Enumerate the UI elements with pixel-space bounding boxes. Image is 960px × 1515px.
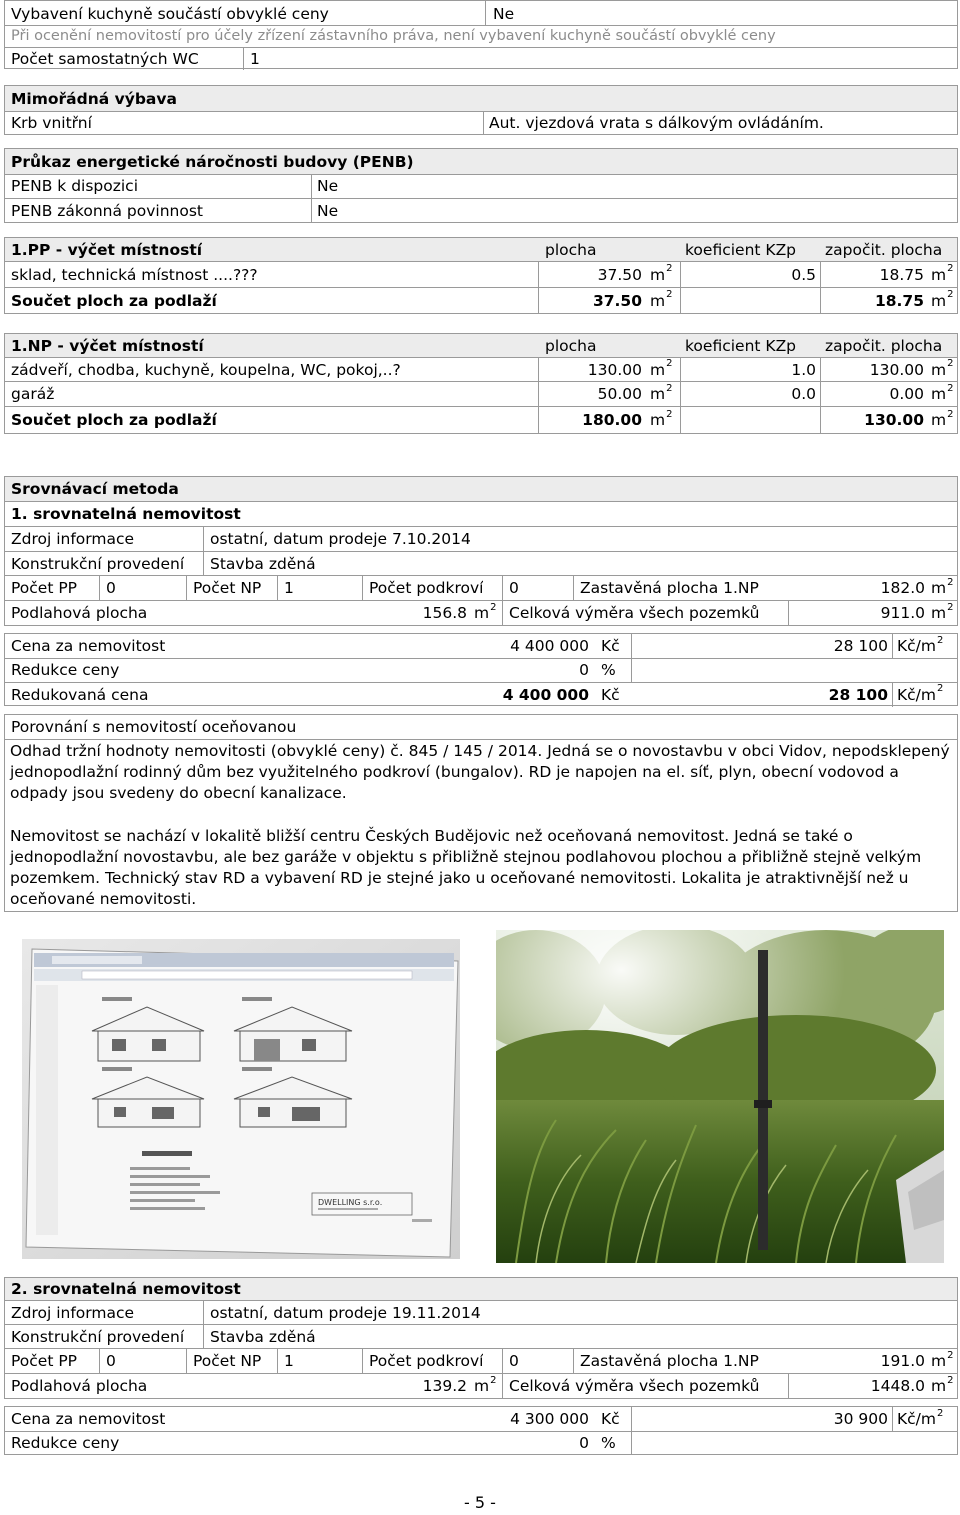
penb-required-value: Ne xyxy=(317,201,339,220)
comp1-paragraph2: Nemovitost se nachází v lokalitě bližší centru Českých Budějovic než oceňovaná nemovitost. Jedná se také o jednopodlažní novostavbu, ale bez garáže v objektu s přibližně stejnou podlahovou plochou a přibližně stejně velkým pozemkem. Technický stav RD a vybavení RD je stejné jako u oceňované nemovitosti. Lokalita je atraktivnější než u oceňované nemovitosti. xyxy=(10,827,922,908)
comp2-price-per-m2: 30 900 xyxy=(833,1410,888,1428)
kitchen-label: Vybavení kuchyně součástí obvyklé ceny xyxy=(11,4,329,23)
comp2-construction-value: Stavba zděná xyxy=(210,1327,316,1346)
comp1-reduction-value: 0 xyxy=(579,661,589,679)
comparison-title: Porovnání s nemovitostí oceňovanou xyxy=(11,718,297,736)
np-title: 1.NP - výčet místností xyxy=(11,336,204,355)
np-row-area: 130.00 xyxy=(587,360,642,379)
comp1-reduced-label: Redukovaná cena xyxy=(11,685,149,704)
np-col-coef: koeficient KZp xyxy=(685,336,797,355)
comp1-paragraph1: Odhad tržní hodnoty nemovitosti (obvyklé ceny) č. 845 / 145 / 2014. Jedná se o novostavbu v obci Vidov, nepodsklepený jednopodlažní rodinný dům bez využitelného podkroví (bungalov). RD je napojen na el. síť, plyn, obecní vodovod a odpady jsou svedeny do obecní kanalizace. xyxy=(10,742,950,802)
comp1-built-label: Zastavěná plocha 1.NP xyxy=(580,579,759,597)
np-col-area: plocha xyxy=(545,336,597,355)
comp2-source-row xyxy=(4,1301,958,1325)
comp2-price-label: Cena za nemovitost xyxy=(11,1410,166,1428)
penb-section xyxy=(4,148,958,223)
comp2-floor-value: 139.2 xyxy=(422,1377,467,1395)
wc-value: 1 xyxy=(250,49,260,68)
comp1-counts-row: Počet PP 0 Počet NP 1 Počet podkroví 0 Zastavěná plocha 1.NP 182.0 m 2 xyxy=(4,576,958,601)
comp1-construction-row xyxy=(4,552,958,576)
method-header xyxy=(4,476,958,502)
wc-label: Počet samostatných WC xyxy=(11,49,199,68)
page-number: - 5 - xyxy=(464,1493,496,1512)
comp1-price-label: Cena za nemovitost xyxy=(11,637,166,655)
np-sum-counted: 130.00 xyxy=(864,411,924,429)
pp-header xyxy=(4,237,958,262)
comp2-pp-value: 0 xyxy=(106,1352,116,1370)
comp2-construction-label: Konstrukční provedení xyxy=(11,1327,185,1346)
comp2-land-value: 1448.0 xyxy=(870,1377,925,1395)
np-row-name: garáž xyxy=(11,385,55,403)
comp2-construction-row xyxy=(4,1325,958,1349)
comp1-land-value: 911.0 xyxy=(880,604,925,622)
comp1-drawing-photo xyxy=(22,939,460,1259)
comp2-built-label: Zastavěná plocha 1.NP xyxy=(580,1352,759,1370)
pp-row-unit: m xyxy=(650,265,666,284)
comp2-counts-row: Počet PP 0 Počet NP 1 Počet podkroví 0 Zastavěná plocha 1.NP 191.0 m 2 xyxy=(4,1349,958,1374)
comp1-land-label: Celková výměra všech pozemků xyxy=(509,604,760,622)
comp1-price-value: 4 400 000 xyxy=(510,637,589,655)
comp2-source-value: ostatní, datum prodeje 19.11.2014 xyxy=(210,1303,481,1322)
comp2-pp-label: Počet PP xyxy=(11,1352,78,1370)
comp2-source-label: Zdroj informace xyxy=(11,1303,135,1322)
method-title: Srovnávací metoda xyxy=(11,480,179,498)
comp2-built-value: 191.0 xyxy=(880,1352,925,1370)
np-row-coef: 1.0 xyxy=(791,360,816,379)
comp1-floor-value: 156.8 xyxy=(422,604,467,622)
comp1-areas-row: Podlahová plocha 156.8 m 2 Celková výměra všech pozemků 911.0 m 2 xyxy=(4,601,958,626)
comp1-floor-label: Podlahová plocha xyxy=(11,604,148,622)
comp2-attic-value: 0 xyxy=(509,1352,519,1370)
table-row: zádveří, chodba, kuchyně, koupelna, WC, pokoj,..? 130.00 m 2 1.0 130.00 m 2 xyxy=(4,358,958,382)
extra-title: Mimořádná výbava xyxy=(5,86,957,111)
comp1-source-label: Zdroj informace xyxy=(11,530,135,548)
comp2-land-label: Celková výměra všech pozemků xyxy=(509,1377,760,1395)
comp1-np-value: 1 xyxy=(284,579,294,597)
pp-col-coef: koeficient KZp xyxy=(685,240,797,259)
comp1-price-per-m2: 28 100 xyxy=(833,637,888,655)
pp-row-name: sklad, technická místnost ....??? xyxy=(11,265,258,284)
comp2-floor-label: Podlahová plocha xyxy=(11,1377,148,1395)
comp1-price-block: Cena za nemovitost 4 400 000 Kč 28 100 Kč/m 2 Redukce ceny 0 % Redukovaná cena 4 400 000 Kč 28 100 Kč/m 2 xyxy=(4,633,958,706)
pp-sum-row: Součet ploch za podlaží 37.50 m 2 18.75 m 2 xyxy=(4,288,958,314)
pp-row-coef: 0.5 xyxy=(791,265,816,284)
comp1-reduced-value: 4 400 000 xyxy=(502,685,589,704)
pp-row-unit-exp: 2 xyxy=(666,263,673,274)
np-sum-area: 180.00 xyxy=(582,411,642,429)
comp1-built-value: 182.0 xyxy=(880,579,925,597)
comp1-np-label: Počet NP xyxy=(193,579,262,597)
comp1-title: 1. srovnatelná nemovitost xyxy=(11,505,241,523)
comp1-garden-photo xyxy=(496,930,944,1263)
table-row: sklad, technická místnost ....??? 37.50 m 2 0.5 18.75 m 2 xyxy=(4,262,958,288)
np-header xyxy=(4,333,958,358)
comp1-photos xyxy=(0,921,960,1277)
penb-required-label: PENB zákonná povinnost xyxy=(11,201,203,220)
comp2-price-block: Cena za nemovitost 4 300 000 Kč 30 900 Kč/m 2 Redukce ceny 0 % xyxy=(4,1406,958,1455)
comp1-attic-label: Počet podkroví xyxy=(369,579,484,597)
kitchen-section xyxy=(4,0,958,69)
np-row-counted: 0.00 xyxy=(889,385,924,403)
comp1-title-row xyxy=(4,502,958,527)
comp2-np-label: Počet NP xyxy=(193,1352,262,1370)
pp-row-area: 37.50 xyxy=(597,265,642,284)
pp-sum-area: 37.50 xyxy=(592,291,642,310)
extra-equipment xyxy=(4,85,958,135)
comp1-construction-value: Stavba zděná xyxy=(210,554,316,573)
penb-available-label: PENB k dispozici xyxy=(11,177,139,195)
penb-title: Průkaz energetické náročnosti budovy (PENB) xyxy=(5,149,957,174)
np-col-counted: započit. plocha xyxy=(825,336,943,355)
kitchen-note: Při ocenění nemovitostí pro účely zřízení zástavního práva, není vybavení kuchyně součástí obvyklé ceny xyxy=(11,28,776,44)
comp2-attic-label: Počet podkroví xyxy=(369,1352,484,1370)
np-row-name: zádveří, chodba, kuchyně, koupelna, WC, pokoj,..? xyxy=(11,360,401,379)
pp-col-counted: započit. plocha xyxy=(825,240,943,259)
comp1-reduction-label: Redukce ceny xyxy=(11,661,120,679)
kitchen-value: Ne xyxy=(493,4,515,23)
comp2-np-value: 1 xyxy=(284,1352,294,1370)
comp1-source-value: ostatní, datum prodeje 7.10.2014 xyxy=(210,530,471,548)
pp-sum-label: Součet ploch za podlaží xyxy=(11,291,217,310)
comp1-comparison xyxy=(4,714,958,912)
comp2-areas-row: Podlahová plocha 139.2 m 2 Celková výměra všech pozemků 1448.0 m 2 xyxy=(4,1374,958,1399)
pp-col-area: plocha xyxy=(545,240,597,259)
extra-left: Krb vnitřní xyxy=(11,114,92,132)
comp1-attic-value: 0 xyxy=(509,579,519,597)
comp1-pp-value: 0 xyxy=(106,579,116,597)
comp1-construction-label: Konstrukční provedení xyxy=(11,554,185,573)
drawing-company: DWELLING s.r.o. xyxy=(318,1198,383,1207)
comp1-reduced-per-m2: 28 100 xyxy=(828,685,888,704)
np-row-counted: 130.00 xyxy=(869,360,924,379)
comp2-reduction-label: Redukce ceny xyxy=(11,1434,120,1452)
pp-row-counted: 18.75 xyxy=(879,265,924,284)
pp-title: 1.PP - výčet místností xyxy=(11,240,203,259)
pp-sum-counted: 18.75 xyxy=(874,291,924,310)
np-sum-label: Součet ploch za podlaží xyxy=(11,411,217,429)
comp2-title: 2. srovnatelná nemovitost xyxy=(11,1280,241,1298)
penb-available-value: Ne xyxy=(317,177,339,195)
extra-right: Aut. vjezdová vrata s dálkovým ovládáním. xyxy=(489,114,824,132)
np-row-coef: 0.0 xyxy=(791,385,816,403)
comp2-price-value: 4 300 000 xyxy=(510,1410,589,1428)
comp2-reduction-value: 0 xyxy=(579,1434,589,1452)
comp1-pp-label: Počet PP xyxy=(11,579,78,597)
comp2-title-row xyxy=(4,1277,958,1301)
np-row-area: 50.00 xyxy=(597,385,642,403)
np-sum-row: Součet ploch za podlaží 180.00 m 2 130.00 m 2 xyxy=(4,407,958,434)
comp1-source-row xyxy=(4,527,958,552)
table-row: garáž 50.00 m 2 0.0 0.00 m 2 xyxy=(4,382,958,407)
